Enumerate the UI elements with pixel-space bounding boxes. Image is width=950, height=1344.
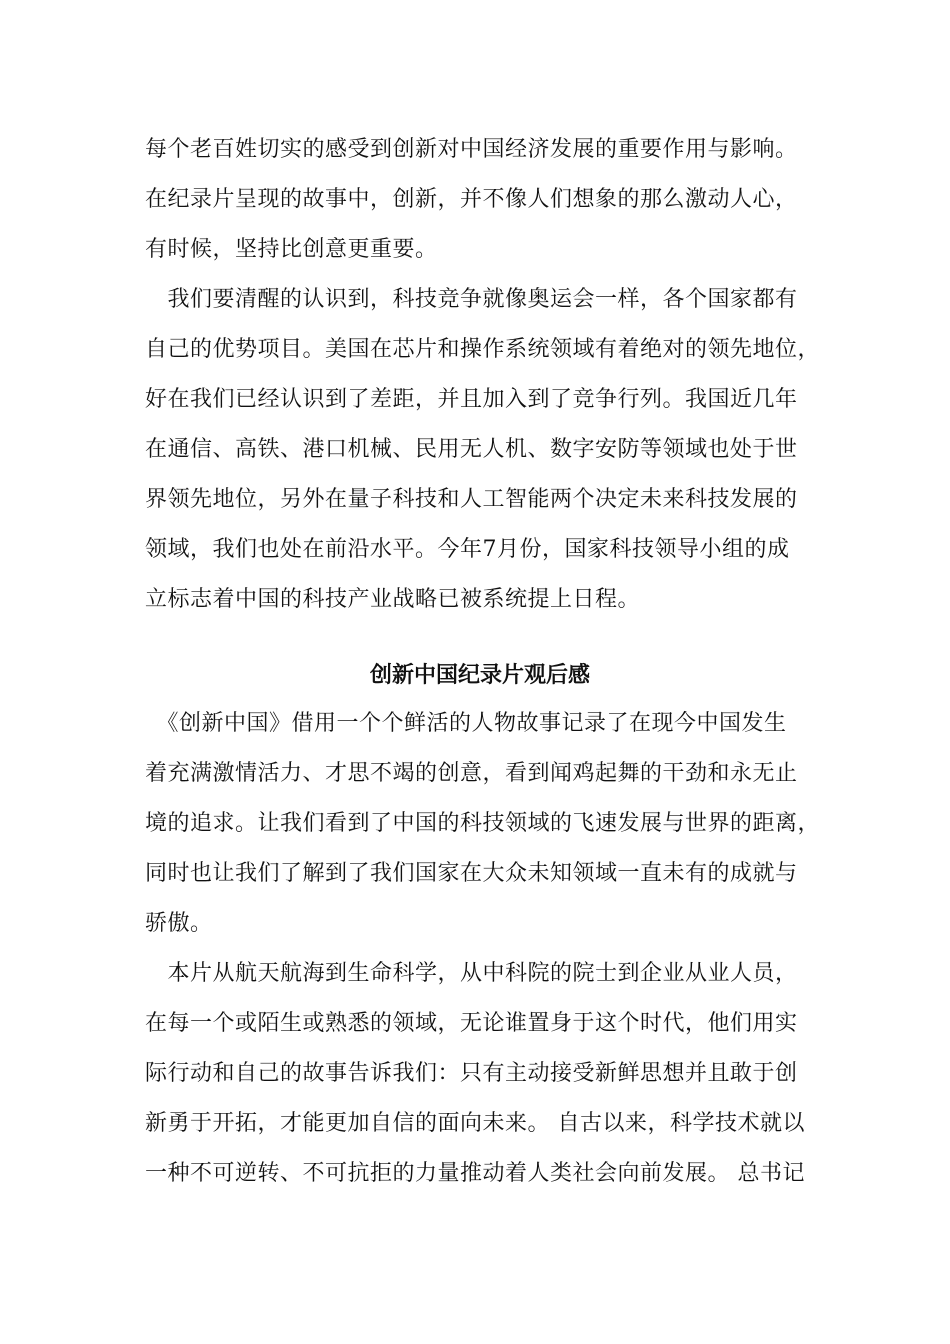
paragraph-4-line: 新勇于开拓，才能更加自信的面向未来。 自古以来，科学技术就以 <box>145 1111 805 1136</box>
paragraph-4-line: 在每一个或陌生或熟悉的领域，无论谁置身于这个时代，他们用实 <box>145 1011 798 1036</box>
paragraph-2-line: 在通信、高铁、港口机械、民用无人机、数字安防等领域也处于世 <box>145 437 798 462</box>
paragraph-2-line: 立标志着中国的科技产业战略已被系统提上日程。 <box>145 587 641 612</box>
paragraph-4-line: 本片从航天航海到生命科学，从中科院的院士到企业从业人员， <box>145 961 798 986</box>
paragraph-2-line: 好在我们已经认识到了差距，并且加入到了竞争行列。我国近几年 <box>145 387 798 412</box>
paragraph-1-line: 有时候，坚持比创意更重要。 <box>145 237 438 262</box>
paragraph-2-line: 界领先地位，另外在量子科技和人工智能两个决定未来科技发展的 <box>145 487 798 512</box>
paragraph-1-line: 每个老百姓切实的感受到创新对中国经济发展的重要作用与影响。 <box>145 137 798 162</box>
paragraph-3-line: 境的追求。让我们看到了中国的科技领域的飞速发展与世界的距离， <box>145 811 821 836</box>
paragraph-3-line: 骄傲。 <box>145 911 213 936</box>
paragraph-4-line: 一种不可逆转、不可抗拒的力量推动着人类社会向前发展。 总书记 <box>145 1161 805 1186</box>
paragraph-2-line: 我们要清醒的认识到，科技竞争就像奥运会一样，各个国家都有 <box>145 287 798 312</box>
paragraph-3-line: 《创新中国》借用一个个鲜活的人物故事记录了在现今中国发生 <box>145 711 787 736</box>
paragraph-3-line: 同时也让我们了解到了我们国家在大众未知领域一直未有的成就与 <box>145 861 798 886</box>
paragraph-1-line: 在纪录片呈现的故事中，创新，并不像人们想象的那么激动人心， <box>145 187 798 212</box>
paragraph-2-line: 领域，我们也处在前沿水平。今年7月份，国家科技领导小组的成 <box>145 537 790 562</box>
paragraph-3-line: 着充满激情活力、才思不竭的创意，看到闻鸡起舞的干劲和永无止 <box>145 761 798 786</box>
section-title: 创新中国纪录片观后感 <box>369 662 590 688</box>
paragraph-2-line: 自己的优势项目。美国在芯片和操作系统领域有着绝对的领先地位， <box>145 337 821 362</box>
paragraph-4-line: 际行动和自己的故事告诉我们：只有主动接受新鲜思想并且敢于创 <box>145 1061 798 1086</box>
